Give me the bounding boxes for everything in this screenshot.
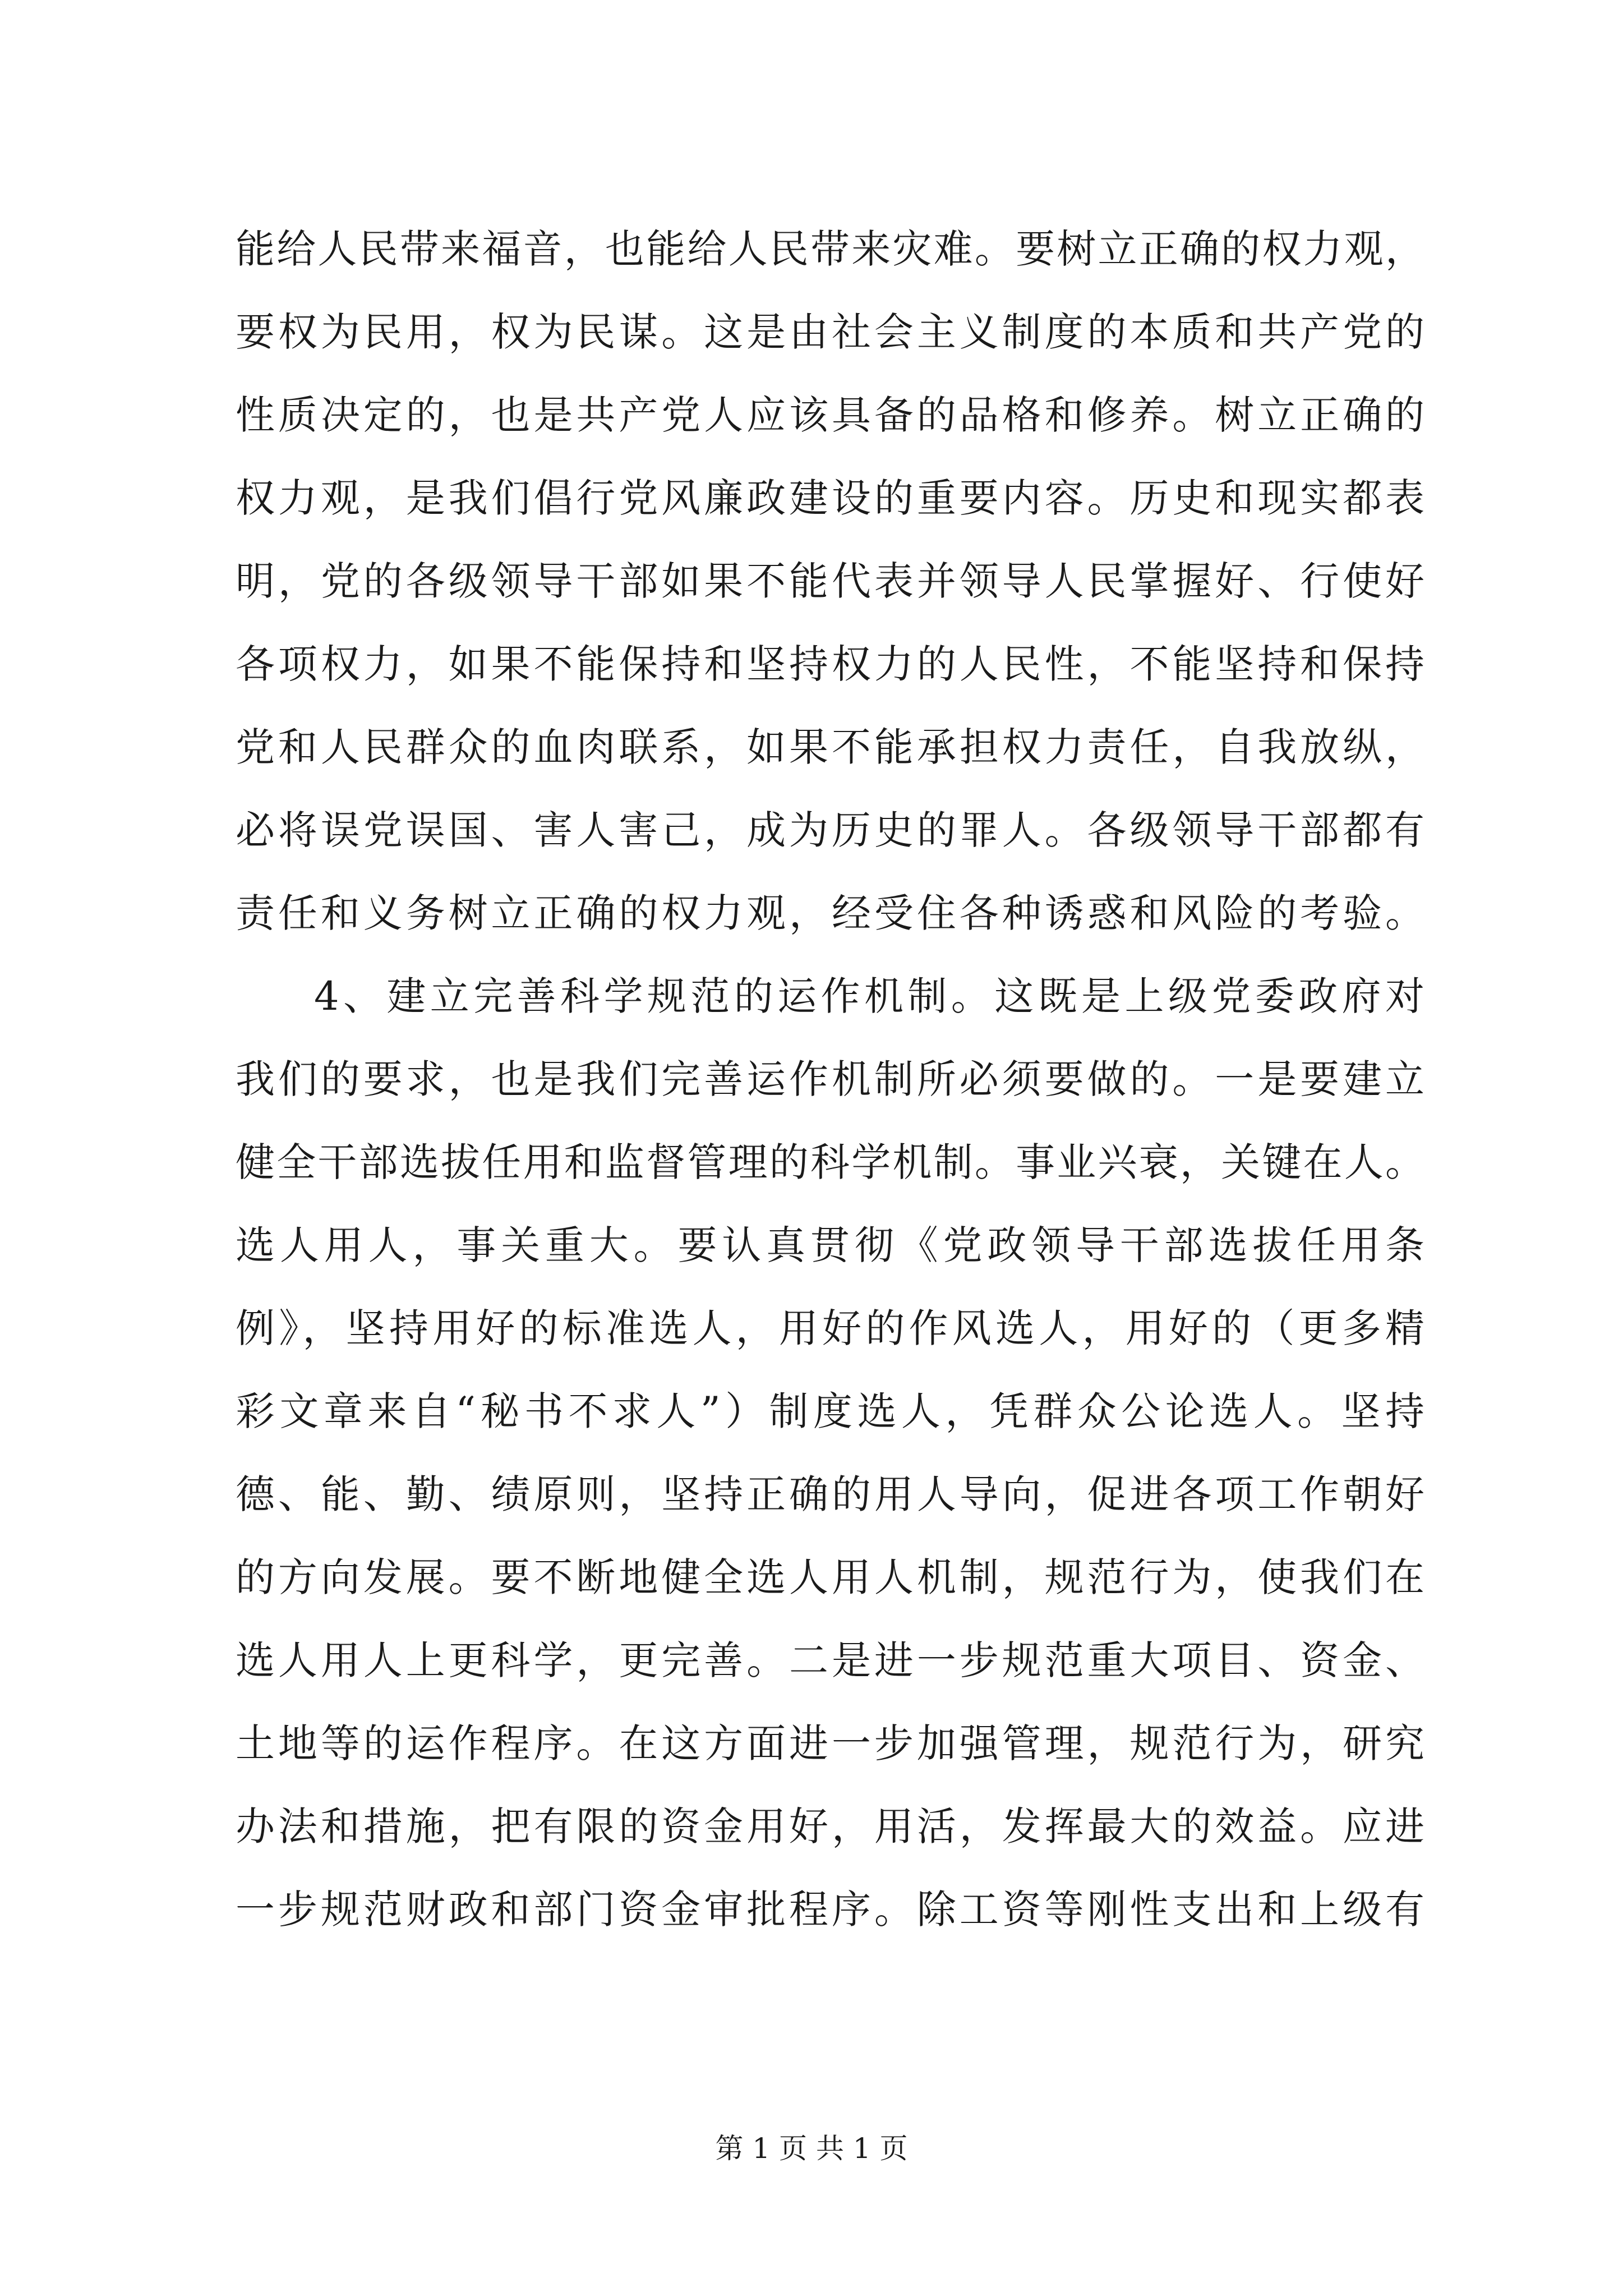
text-line: 选人用人上更科学，更完善。二是进一步规范重大项目、资金、: [236, 1637, 1424, 1683]
text-line: 健全干部选拔任用和监督管理的科学机制。事业兴衰，关键在人。: [236, 1139, 1424, 1185]
text-line: 彩文章来自“秘书不求人”）制度选人，凭群众公论选人。坚持: [236, 1388, 1424, 1434]
text-line: 一步规范财政和部门资金审批程序。除工资等刚性支出和上级有: [236, 1887, 1424, 1932]
text-line: 明，党的各级领导干部如果不能代表并领导人民掌握好、行使好: [236, 558, 1424, 604]
text-line: 例》，坚持用好的标准选人，用好的作风选人，用好的（更多精: [236, 1305, 1424, 1351]
text-line: 土地等的运作程序。在这方面进一步加强管理，规范行为，研究: [236, 1720, 1424, 1766]
text-line: 德、能、勤、绩原则，坚持正确的用人导向，促进各项工作朝好: [236, 1471, 1424, 1517]
text-line: 党和人民群众的血肉联系，如果不能承担权力责任，自我放纵，: [236, 724, 1424, 770]
text-line: 我们的要求，也是我们完善运作机制所必须要做的。一是要建立: [236, 1056, 1424, 1102]
text-line: 性质决定的，也是共产党人应该具备的品格和修养。树立正确的: [236, 392, 1424, 438]
text-line: 各项权力，如果不能保持和坚持权力的人民性，不能坚持和保持: [236, 641, 1424, 687]
text-line: 4、建立完善科学规范的运作机制。这既是上级党委政府对: [314, 973, 1424, 1019]
text-line: 权力观，是我们倡行党风廉政建设的重要内容。历史和现实都表: [236, 475, 1424, 521]
text-line: 的方向发展。要不断地健全选人用人机制，规范行为，使我们在: [236, 1554, 1424, 1600]
page-footer: 第 1 页 共 1 页: [715, 2132, 908, 2165]
text-line: 选人用人，事关重大。要认真贯彻《党政领导干部选拔任用条: [236, 1222, 1424, 1268]
text-line: 要权为民用，权为民谋。这是由社会主义制度的本质和共产党的: [236, 309, 1424, 355]
text-line: 能给人民带来福音，也能给人民带来灾难。要树立正确的权力观，: [236, 226, 1424, 272]
text-line: 责任和义务树立正确的权力观，经受住各种诱惑和风险的考验。: [236, 890, 1424, 936]
body-text: [236, 208, 1424, 1951]
text-line: 办法和措施，把有限的资金用好，用活，发挥最大的效益。应进: [236, 1803, 1424, 1849]
text-line: 必将误党误国、害人害己，成为历史的罪人。各级领导干部都有: [236, 807, 1424, 853]
